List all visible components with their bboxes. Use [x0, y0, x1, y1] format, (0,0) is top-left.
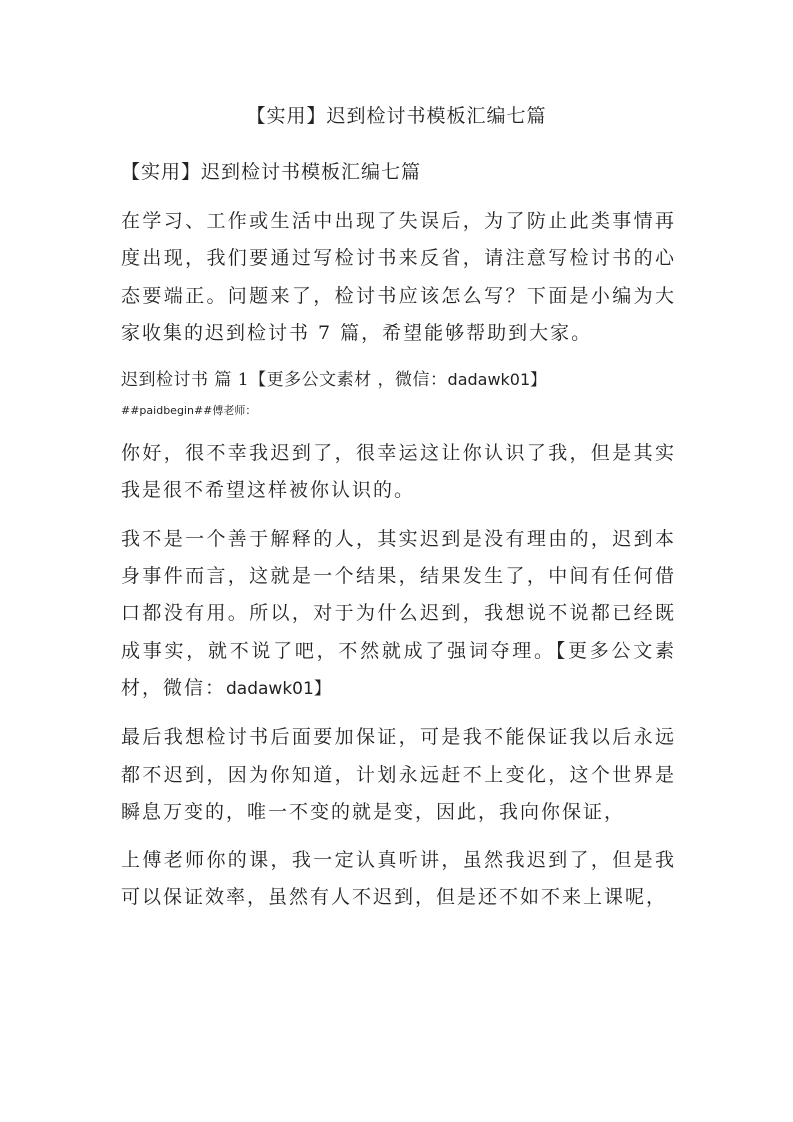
paragraph-2-text: 我不是一个善于解释的人，其实迟到是没有理由的，迟到本身事件而言，这就是一个结果，结果发生了，中间有任何借口都没有用。所以，对于为什么迟到，我想说不说都已经既成事实，就不说了吧，不然就成了强词夺理。【更多公文素 材，微信：	[121, 527, 676, 699]
paragraph-1: 你好，很不幸我迟到了，很幸运这让你认识了我，但是其实我是很不希望这样被你认识的。	[121, 442, 676, 502]
section-heading-wechat: dadawk01】	[447, 370, 547, 390]
document-body	[121, 155, 676, 928]
document-title: 【实用】迟到检讨书模板汇编七篇	[246, 105, 547, 127]
paragraph-2	[121, 521, 676, 708]
paid-begin-marker: ##paidbegin##傅老师：	[121, 404, 257, 418]
paragraph-2-wechat: dadawk01】	[226, 678, 331, 699]
paragraph-4: 上傅老师你的课，我一定认真听讲，虽然我迟到了，但是我可以保证效率，虽然有人不迟到，但是还不如不来上课呢，	[121, 849, 676, 909]
section-heading	[121, 363, 676, 397]
document-subtitle: 【实用】迟到检讨书模板汇编七篇	[121, 161, 422, 183]
section-heading-text: 迟到检讨书 篇 1【更多公文素材 ，微信：	[121, 370, 448, 391]
paragraph-3: 最后我想检讨书后面要加保证，可是我不能保证我以后永远都不迟到，因为你知道，计划永远赶不上变化，这个世界是瞬息万变的，唯一不变的就是变，因此，我向你保证，	[121, 726, 676, 823]
intro-paragraph: 在学习、工作或生活中出现了失误后，为了防止此类事情再度出现，我们要通过写检讨书来反省，请注意写检讨书的心态要端正。问题来了，检讨书应该怎么写？下面是小编为大家收集的迟到检讨书 7 篇，希望能够帮助到大家。	[121, 210, 676, 344]
